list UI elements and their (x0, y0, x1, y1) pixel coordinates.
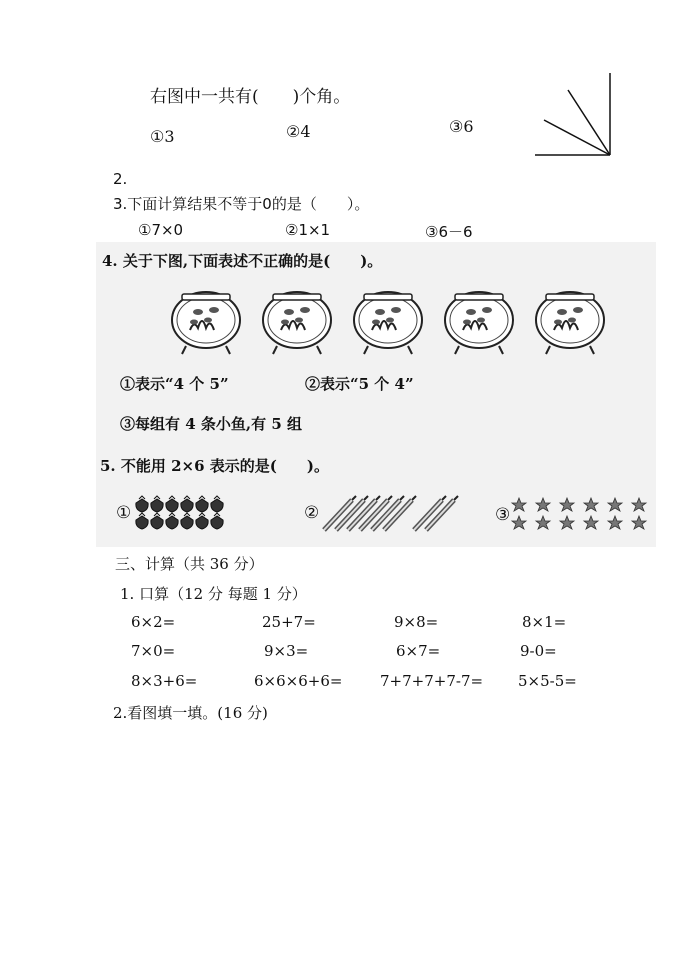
calc-item: 5×5-5= (518, 672, 577, 690)
calc-item: 6×6×6+6= (254, 672, 343, 690)
calc-item: 7+7+7+7-7= (380, 672, 484, 690)
q1-option-2[interactable]: ②4 (286, 122, 311, 141)
star-icon (512, 498, 526, 511)
q5-option-2-label[interactable]: ② (304, 503, 320, 523)
calc-item: 25+7= (262, 613, 316, 631)
strawberry-icon (136, 496, 148, 512)
calc-item: 6×7= (396, 642, 441, 660)
q2-number: 2. (113, 170, 128, 188)
calc-item: 7×0= (131, 642, 176, 660)
q5-option-3-label[interactable]: ③ (495, 505, 511, 525)
section3-sub2: 2.看图填一填。(16 分) (113, 704, 268, 722)
q5-option-1-label[interactable]: ① (116, 503, 132, 523)
q3-option-2[interactable]: ②1×1 (285, 221, 331, 239)
calc-item: 9-0= (520, 642, 557, 660)
section3-sub1: 1. 口算（12 分 每题 1 分） (120, 585, 307, 603)
q1-stem: 右图中一共有( )个角。 (150, 87, 351, 107)
q3-option-1[interactable]: ①7×0 (138, 221, 184, 239)
calc-item: 8×1= (522, 613, 567, 631)
q4-option-1[interactable]: ①表示“4 个 5” (120, 375, 229, 393)
fishbowl-row (168, 290, 618, 360)
q4-option-3[interactable]: ③每组有 4 条小鱼,有 5 组 (120, 415, 302, 433)
star-group (512, 498, 657, 532)
angle-figure (530, 68, 620, 163)
calc-item: 6×2= (131, 613, 176, 631)
q1-option-3[interactable]: ③6 (449, 117, 474, 136)
calc-item: 9×8= (394, 613, 439, 631)
strawberry-group (135, 496, 225, 530)
q4-option-2[interactable]: ②表示“5 个 4” (305, 375, 414, 393)
section3-title: 三、计算（共 36 分） (115, 555, 264, 573)
calc-item: 8×3+6= (131, 672, 198, 690)
q4-stem: 4. 关于下图,下面表述不正确的是( )。 (102, 252, 383, 270)
calc-item: 9×3= (264, 642, 309, 660)
pencil-group (322, 496, 467, 534)
q1-option-1[interactable]: ①3 (150, 127, 175, 146)
q3-option-3[interactable]: ③6－6 (425, 223, 473, 241)
q3-stem: 3.下面计算结果不等于0的是（ ）。 (113, 195, 370, 213)
fishbowl-icon (172, 292, 240, 354)
q5-stem: 5. 不能用 2×6 表示的是( )。 (100, 457, 329, 475)
